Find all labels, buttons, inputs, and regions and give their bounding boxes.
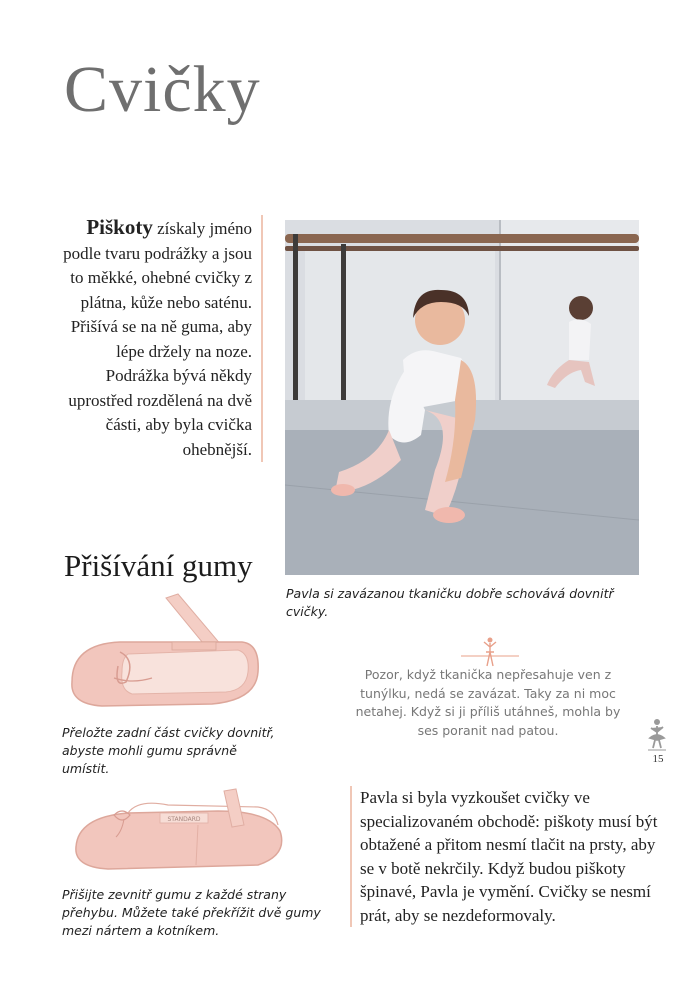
ballet-photo — [285, 220, 639, 575]
page-title: Cvičky — [64, 53, 261, 126]
intro-lead-word: Piškoty — [86, 215, 153, 239]
shoe-folded-image — [62, 592, 262, 717]
intro-paragraph — [60, 215, 263, 462]
shoe2-caption: Přišijte zevnitř gumu z každé strany přehybu. Můžete také překřížit dvě gumy mezi nártem a kotníkem. — [62, 887, 321, 938]
page-number: 15 — [652, 753, 664, 765]
intro-text: získaly jméno podle tvaru podrážky a jsou to měkké, ohebné cvičky z plátna, kůže nebo saténu. Přišívá se na ně guma, aby lépe držely na noze. Podrážka bývá někdy uprostřed rozdělená na dvě části, aby byla cvička ohebnější. — [63, 219, 252, 459]
shoe1-caption: Přeložte zadní část cvičky dovnitř, abyste mohli gumu správně umístit. — [62, 725, 275, 776]
shoe-sewn-image — [68, 785, 288, 875]
ballet-studio-photo-illustration — [285, 220, 639, 575]
caution-note: Pozor, když tkanička nepřesahuje ven z tunýlku, nedá se zavázat. Taky za ni moc netahej. Když si ji příliš utáhneš, mohla by ses poranit nad patou. — [355, 667, 621, 738]
ballet-shoe-sewn-illustration — [68, 785, 288, 875]
body-paragraph: Pavla si byla vyzkoušet cvičky ve specializovaném obchodě: piškoty musí být obtažené a přitom nesmí tlačit na prsty, aby se v botě nekrčily. Když budou piškoty špinavé, Pavla je vymění. Cvičky se nesmí prát, aby se nezdeformovaly. — [350, 786, 660, 927]
shoe-brand-label: STANDARD — [167, 816, 201, 823]
section-heading: Přišívání gumy — [64, 548, 253, 583]
dancer-divider-icon — [455, 636, 525, 670]
ballet-shoe-folded-illustration — [62, 592, 262, 717]
photo-caption: Pavla si zavázanou tkaničku dobře schovává dovnitř cvičky. — [286, 586, 614, 619]
